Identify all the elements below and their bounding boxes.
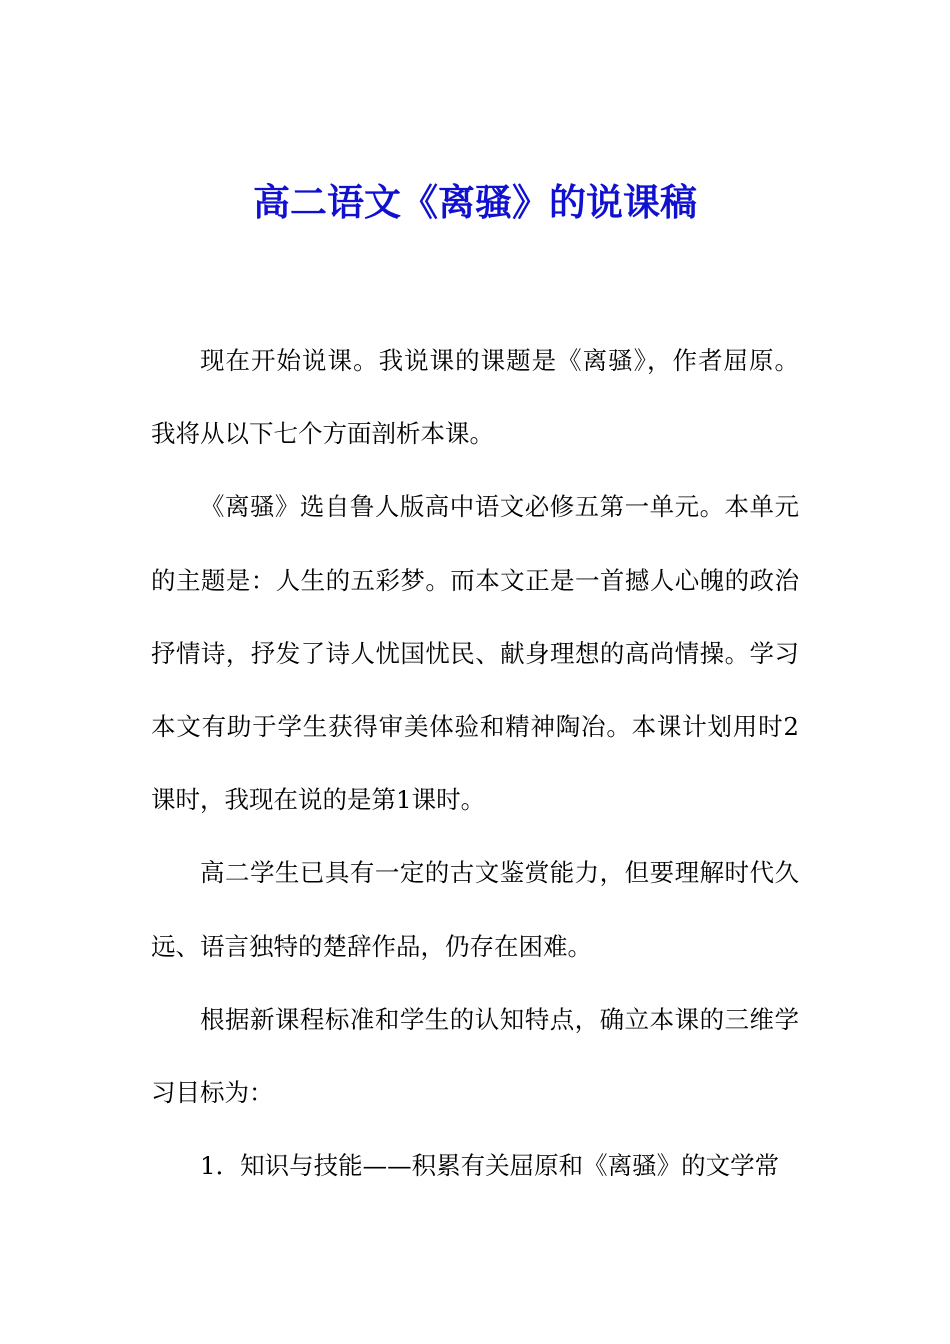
paragraph-student-analysis: 高二学生已具有一定的古文鉴赏能力，但要理解时代久远、语言独特的楚辞作品，仍存在困难。 <box>151 858 799 961</box>
document-body <box>151 324 799 1202</box>
paragraph-objectives-intro: 根据新课程标准和学生的认知特点，确立本课的三维学习目标为： <box>151 1004 799 1108</box>
document-title: 高二语文《离骚》的说课稿 <box>253 180 697 224</box>
paragraph-intro: 现在开始说课。我说课的课题是《离骚》，作者屈原。我将从以下七个方面剖析本课。 <box>151 346 799 449</box>
paragraph-objective-1: 1．知识与技能——积累有关屈原和《离骚》的文学常 <box>200 1151 780 1181</box>
paragraph-textbook-analysis: 《离骚》选自鲁人版高中语文必修五第一单元。本单元的主题是：人生的五彩梦。而本文正是一首撼人心魄的政治抒情诗，抒发了诗人忧国忧民、献身理想的高尚情操。学习本文有助于学生获得审美体验和精神陶冶。本课计划用时2课时，我现在说的是第1课时。 <box>151 492 799 815</box>
